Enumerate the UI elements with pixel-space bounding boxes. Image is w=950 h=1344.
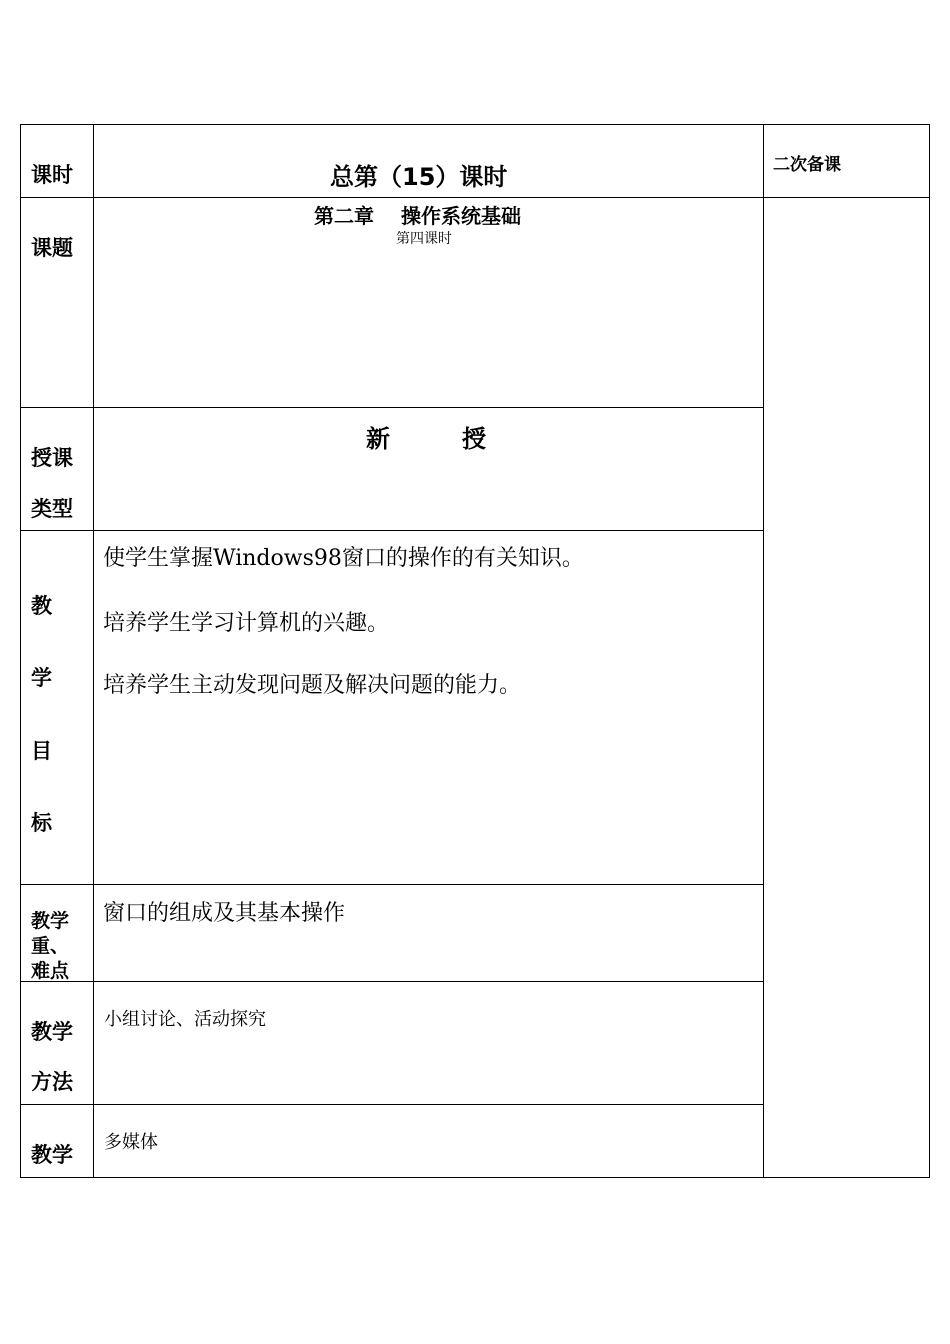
cell-tools-value [93, 1104, 764, 1178]
lesson-number: 第四课时 [396, 231, 452, 247]
objectives-label-char-2: 学 [31, 666, 52, 690]
key-points-label-line3: 难点 [31, 960, 70, 982]
method-label-line2: 方法 [31, 1070, 73, 1094]
method-value: 小组讨论、活动探究 [104, 1009, 266, 1030]
cell-objectives-value [93, 530, 764, 885]
objectives-label-char-3: 目 [31, 739, 52, 763]
objective-item-1: 使学生掌握Windows98窗口的操作的有关知识。 [103, 546, 584, 571]
objectives-label-char-1: 教 [31, 594, 52, 618]
key-points-value: 窗口的组成及其基本操作 [103, 901, 346, 926]
objectives-label-char-4: 标 [31, 811, 52, 835]
key-points-label-line2: 重、 [31, 935, 70, 957]
lesson-type-label-line1: 授课 [31, 446, 73, 470]
chapter-title: 第二章 操作系统基础 [314, 204, 521, 228]
tools-label: 教学 [31, 1143, 73, 1167]
period-label: 课时 [31, 163, 73, 187]
topic-label: 课题 [31, 236, 73, 260]
second-prep-label: 二次备课 [773, 155, 841, 175]
lesson-type-label-line2: 类型 [31, 497, 73, 521]
key-points-label-line1: 教学 [31, 910, 70, 932]
cell-method-value [93, 981, 764, 1105]
tools-value: 多媒体 [104, 1132, 158, 1153]
cell-second-prep-body [763, 197, 930, 1178]
cell-topic-label [20, 197, 94, 408]
total-period-title: 总第（15）课时 [330, 163, 508, 191]
method-label-line1: 教学 [31, 1020, 73, 1044]
lesson-type-value: 新 授 [366, 425, 486, 453]
objective-item-2: 培养学生学习计算机的兴趣。 [103, 611, 390, 636]
objective-item-3: 培养学生主动发现问题及解决问题的能力。 [103, 673, 522, 698]
